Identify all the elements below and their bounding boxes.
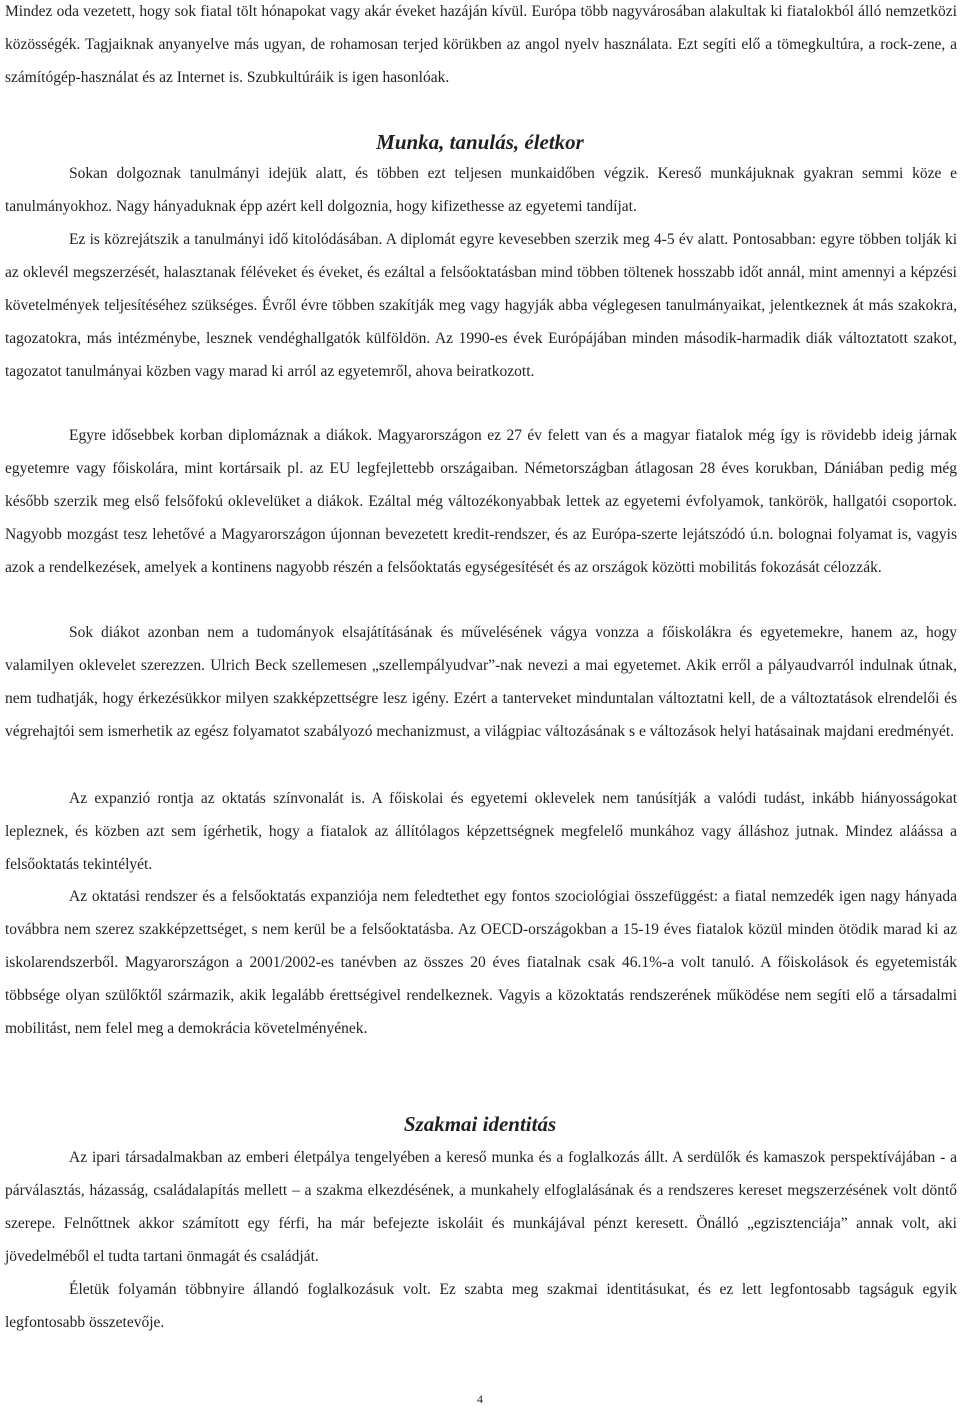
- paragraph-professional-identity: Életük folyamán többnyire állandó foglalkozásuk volt. Ez szabta meg szakmai identitásukat, és ez lett legfontosabb tagságuk egyik legfontosabb összetevője.: [5, 1281, 957, 1331]
- paragraph-intro: Mindez oda vezetett, hogy sok fiatal tölt hónapokat vagy akár éveket hazáján kívül. Európa több nagyvárosában alakultak ki fiatalokból álló nemzetközi közösségék. Tagjaiknak anyanyelve más ugyan, de rohamosan terjed körükben az angol nyelv használata. Ezt segíti elő a tömegkultúra, a rock-zene, a számítógép-használat és az Internet is. Szubkultúráik is igen hasonlóak.: [5, 3, 957, 86]
- paragraph-study-time: Ez is közrejátszik a tanulmányi idő kitolódásában. A diplomát egyre kevesebben szerzik meg 4-5 év alatt. Pontosabban: egyre többen tolják ki az oklevél megszerzését, halasztanak féléveket és éveket, és ezáltal a felsőoktatásban mind többen töltenek hosszabb időt annál, mint amennyi a képzési követelmények teljesítéséhez szükséges. Évről évre többen szakítják meg vagy hagyják abba véglegesen tanulmányaikat, jelentkeznek át más szakokra, tagozatokra, más intézménybe, lesznek vendéghallgatók külföldön. Az 1990-es évek Európájában minden második-harmadik diák változtatott szakot, tagozatot tanulmányai közben vagy marad ki arról az egyetemről, ahova beiratkozott.: [5, 231, 957, 380]
- heading-munka-tanulas-eletkor: Munka, tanulás, életkor: [376, 130, 584, 154]
- paragraph-work-study: Sokan dolgoznak tanulmányi idejük alatt, és többen ezt teljesen munkaidőben végzik. Kereső munkájuknak gyakran semmi köze e tanulmányokhoz. Nagy hányaduknak épp azért kell dolgoznia, hogy kifizethesse az egyetemi tandíjat.: [5, 165, 957, 215]
- paragraph-older-graduates: Egyre idősebbek korban diplomáznak a diákok. Magyarországon ez 27 év felett van és a magyar fiatalok még így is rövidebb ideig járnak egyetemre vagy főiskolára, mint kortársaik pl. az EU legfejlettebb országaiban. Németországban átlagosan 28 éves korukban, Dániában pedig még később szerzik meg első felsőfokú oklevelüket a diákok. Ezáltal még változékonyabbak lettek az egyetemi évfolyamok, tankörök, hallgatói csoportok. Nagyobb mozgást tesz lehetővé a Magyarországon újonnan bevezetett kredit-rendszer, és az Európa-szerte lejátszódó ú.n. bolognai folyamat is, vagyis azok a rendelkezések, amelyek a kontinens nagyobb részén a felsőoktatás egységesítését és az országok közötti mobilitás fokozását célozzák.: [5, 427, 957, 576]
- paragraph-diploma-motivation: Sok diákot azonban nem a tudományok elsajátításának és művelésének vágya vonzza a főiskolákra és egyetemekre, hanem az, hogy valamilyen oklevelet szerezzen. Ulrich Beck szellemesen „szellempályudvar”-nak nevezi a mai egyetemet. Akik erről a pályaudvarról indulnak útnak, nem tudhatják, hogy érkezésükkor milyen szakképzettségre lesz igény. Ezért a tanterveket minduntalan változtatni kell, de a változtatások elrendelői és végrehajtói sem ismerhetik az egész folyamatot szabályozó mechanizmust, a világpiac változásának s e változások helyi hatásainak majdani eredményét.: [5, 624, 957, 740]
- page-number: 4: [477, 1392, 483, 1406]
- paragraph-social-mobility: Az oktatási rendszer és a felsőoktatás expanziója nem feledtethet egy fontos szociológiai összefüggést: a fiatal nemzedék igen nagy hányada továbbra nem szerez szakképzettséget, s nem kerül be a felsőoktatásba. Az OECD-országokban a 15-19 éves fiatalok közül minden ötödik marad ki az iskolarendszerből. Magyarországon a 2001/2002-es tanévben az összes 20 éves fiatalnak csak 46.1%-a volt tanuló. A főiskolások és egyetemisták többsége olyan szülőktől származik, akik legalább érettségivel rendelkeznek. Vagyis a közoktatás rendszerének működése nem segíti elő a társadalmi mobilitást, nem felel meg a demokrácia követelményének.: [5, 888, 957, 1037]
- paragraph-industrial-society: Az ipari társadalmakban az emberi életpálya tengelyében a kereső munka és a foglalkozás állt. A serdülők és kamaszok perspektívájában - a párválasztás, házasság, családalapítás mellett – a szakma elkezdésének, a munkahely elfoglalásának és a rendszeres kereset megszerzésének volt döntő szerepe. Felnőttnek akkor számított egy férfi, ha már befejezte iskoláit és munkájával pénzt keresett. Önálló „egzisztenciája” annak volt, aki jövedelméből el tudta tartani önmagát és családját.: [5, 1149, 957, 1265]
- heading-szakmai-identitas: Szakmai identitás: [403, 1112, 557, 1136]
- paragraph-expansion-quality: Az expanzió rontja az oktatás színvonalát is. A főiskolai és egyetemi oklevelek nem tanúsítják a valódi tudást, inkább hiányosságokat lepleznek, és közben azt sem ígérhetik, hogy a fiatalok az állítólagos képzettségnek megfelelő munkához vagy álláshoz jutnak. Mindez aláássa a felsőoktatás tekintélyét.: [5, 790, 957, 873]
